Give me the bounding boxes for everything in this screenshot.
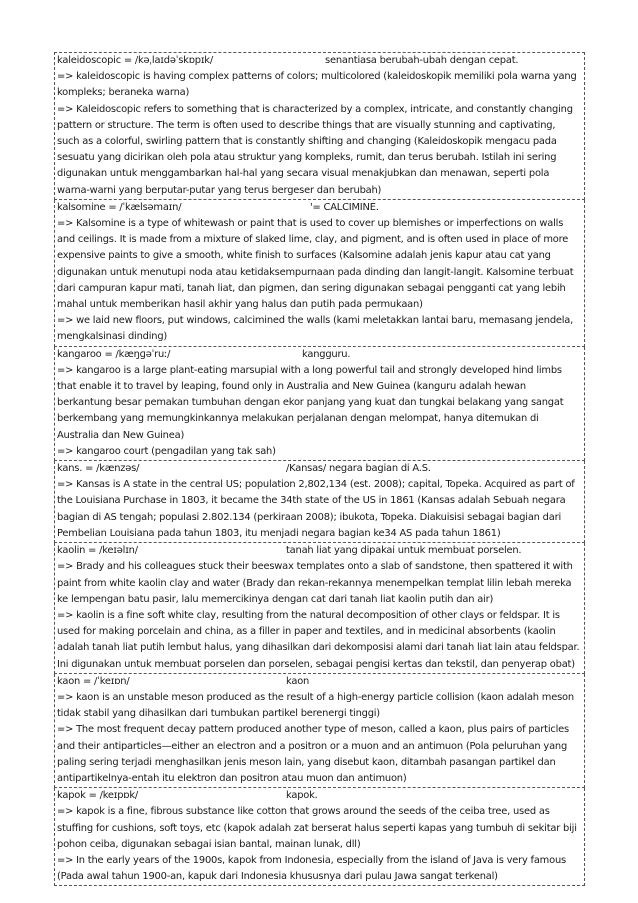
- translation: tanah liat yang dipakai untuk membuat porselen.: [286, 545, 522, 557]
- entry-kapok: [54, 788, 585, 886]
- definition-line: pattern or structure. The term is often used to describe things that are visually stunning and captivating,: [57, 119, 556, 131]
- definition-line: kompleks; beraneka warna): [57, 87, 190, 99]
- translation: kangguru.: [302, 348, 351, 360]
- entry-header: [57, 543, 582, 559]
- headword: kalsomine = /ˈkælsəmaɪn/: [57, 201, 182, 213]
- definition-line: ke lempengan batu pasir, lalu memercikinya dengan cat dari tanah liat kaolin putih dan air): [57, 593, 494, 605]
- definition-line: => In the early years of the 1900s, kapok from Indonesia, especially from the island of Java is very famous: [57, 854, 566, 866]
- definition-line: => The most frequent decay pattern produced another type of meson, called a kaon, plus pairs of particles: [57, 724, 569, 736]
- definition-line: adalah tanah liat putih lembut halus, yang dihasilkan dari dekomposisi alami dari tanah liat lain atau feldspar.: [57, 642, 580, 654]
- definition-line: pohon ceiba, digunakan sebagai isian bantal, mainan lunak, dll): [57, 838, 361, 850]
- definition-line: antipartikelnya-entah itu elektron dan positron atau muon dan antimuon): [57, 772, 407, 784]
- definition-line: stuffing for cushions, soft toys, etc (kapok adalah zat berserat halus seperti kapas yang tumbuh di sekitar biji: [57, 822, 577, 834]
- entry-kalsomine: [54, 200, 585, 347]
- entry-header: [57, 53, 582, 69]
- definition-line: mengkalsinasi dinding): [57, 331, 168, 343]
- translation: kapok.: [286, 790, 318, 802]
- entry-kaolin: [54, 543, 585, 674]
- definition-line: Ini digunakan untuk membuat porselen dan porselen, sebagai pengisi kertas dan tekstil, dan penyerap obat): [57, 658, 575, 670]
- definition-line: => kaolin is a fine soft white clay, resulting from the natural decomposition of other clays or feldspar. It is: [57, 609, 560, 621]
- entry-header: [57, 674, 582, 690]
- entry-header: [57, 461, 582, 477]
- entry-header: [57, 788, 582, 804]
- definition-line: and their antiparticles—either an electron and a positron or a muon and an antimuon (Pola peluruhan yang: [57, 740, 568, 752]
- definition-line: (Pada awal tahun 1900-an, kapuk dari Indonesia khususnya dari pulau Jawa sangat terkenal): [57, 871, 498, 883]
- definition-line: expensive paints to give a smooth, white finish to surfaces (Kalsomine adalah jenis kapur atau cat yang: [57, 250, 551, 262]
- definition-line: paling sering terjadi menghasilkan jenis meson lain, yang disebut kaon, ditambah pasangan partikel dan: [57, 756, 556, 768]
- definition-line: mahal untuk memberikan hasil akhir yang halus dan putih pada permukaan): [57, 299, 423, 311]
- headword: kapok = /keɪpɒk/: [57, 790, 138, 802]
- definition-line: Pembelian Louisiana pada tahun 1803, itu menjadi negara bagian ke34 AS pada tahun 1861): [57, 527, 501, 539]
- definition-line: => Kansas is A state in the central US; population 2,802,134 (est. 2008); capital, Topeka. Acquired as part of: [57, 479, 575, 491]
- definition-line: warna-warni yang berputar-putar yang terus bergeser dan berubah): [57, 184, 382, 196]
- definition-line: Australia dan New Guinea): [57, 429, 185, 441]
- definition-line: sesuatu yang dicirikan oleh pola atau struktur yang kompleks, rumit, dan terus berubah. Istilah ini sering: [57, 152, 557, 164]
- definition-line: => kangaroo is a large plant-eating marsupial with a long powerful tail and strongly developed hind limbs: [57, 364, 562, 376]
- translation: senantiasa berubah-ubah dengan cepat.: [325, 55, 519, 66]
- definition-line: => Brady and his colleagues stuck their beeswax templates onto a slab of sandstone, then spattered it with: [57, 561, 573, 573]
- definition-line: and ceilings. It is made from a mixture of slaked lime, clay, and pigment, and is often used in place of more: [57, 234, 569, 246]
- definition-line: berkantung besar pemakan tumbuhan dengan ekor panjang yang kuat dan tungkai belakang yang sangat: [57, 397, 564, 409]
- headword: kans. = /kænzəs/: [57, 463, 140, 475]
- definition-line: digunakan untuk menggambarkan hal-hal yang secara visual menakjubkan dan menawan, seperti pola: [57, 168, 550, 180]
- definition-line: => kaleidoscopic is having complex patterns of colors; multicolored (kaleidoskopik memiliki pola warna yang: [57, 71, 577, 83]
- definition-line: digunakan untuk menutupi noda atau ketidaksempurnaan pada dinding dan langit-langit. Kalsomine terbuat: [57, 266, 574, 278]
- definition-line: paint from white kaolin clay and water (Brady dan rekan-rekannya menempelkan templat lilin lebah mereka: [57, 577, 572, 589]
- definition-line: berkembang yang memungkinkannya melakukan perjalanan dengan melompat, hanya ditemukan di: [57, 413, 539, 425]
- entry-header: [57, 347, 582, 363]
- entry-kaleidoscopic: [54, 52, 585, 200]
- definition-line: => kangaroo court (pengadilan yang tak sah): [57, 445, 276, 457]
- definition-line: dari campuran kapur mati, tanah liat, dan pigmen, dan sering digunakan sebagai pengganti cat yang lebih: [57, 282, 566, 294]
- headword: kaolin = /keɪəlɪn/: [57, 545, 138, 557]
- entry-header: [57, 200, 582, 216]
- definition-line: the Louisiana Purchase in 1803, it became the 34th state of the US in 1861 (Kansas adalah Sebuah negara: [57, 495, 566, 507]
- definition-line: => kapok is a fine, fibrous substance like cotton that grows around the seeds of the ceiba tree, used as: [57, 806, 550, 818]
- definition-line: that enable it to travel by leaping, found only in Australia and New Guinea (kanguru adalah hewan: [57, 381, 526, 393]
- definition-line: => Kaleidoscopic refers to something that is characterized by a complex, intricate, and constantly changing: [57, 103, 573, 115]
- headword: kaleidoscopic = /kəˌlaɪdəˈskɒpɪk/: [57, 55, 213, 66]
- dictionary-page: [54, 52, 585, 886]
- definition-line: such as a colorful, swirling pattern that is constantly shifting and changing (Kaleidoskopik mengacu pada: [57, 136, 557, 148]
- translation: '= CALCIMINE.: [310, 201, 379, 213]
- definition-line: => kaon is an unstable meson produced as the result of a high-energy particle collision (kaon adalah meson: [57, 691, 574, 703]
- definition-line: tidak stabil yang dihasilkan dari tumbukan partikel berenergi tinggi): [57, 708, 380, 720]
- translation: kaon: [286, 675, 310, 687]
- entry-kangaroo: [54, 347, 585, 461]
- headword: kangaroo = /kæŋɡəˈruː/: [57, 348, 171, 360]
- entry-kansas: [54, 461, 585, 543]
- translation: /Kansas/ negara bagian di A.S.: [286, 463, 431, 475]
- definition-line: used for making porcelain and china, as a filler in paper and textiles, and in medicinal absorbents (kaolin: [57, 626, 556, 638]
- definition-line: => Kalsomine is a type of whitewash or paint that is used to cover up blemishes or imperfections on walls: [57, 218, 564, 230]
- definition-line: => we laid new floors, put windows, calcimined the walls (kami meletakkan lantai baru, memasang jendela,: [57, 315, 574, 327]
- entry-kaon: [54, 674, 585, 788]
- definition-line: bagian di AS tengah; populasi 2.802.134 (perkiraan 2008); ibukota, Topeka. Diakuisisi sebagai bagian dari: [57, 511, 561, 523]
- headword: kaon = /ˈkeɪɒn/: [57, 675, 130, 687]
